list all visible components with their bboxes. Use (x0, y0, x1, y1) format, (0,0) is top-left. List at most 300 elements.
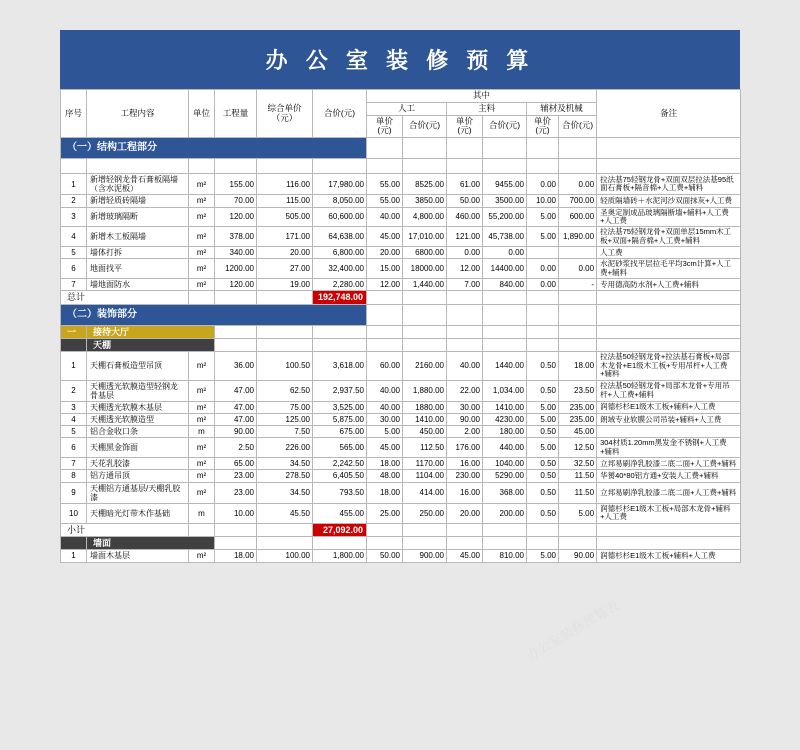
row-total: 1,800.00 (313, 550, 367, 562)
row-labor-total: 250.00 (403, 504, 447, 524)
row-aux-total: 11.50 (559, 482, 597, 503)
row-material-unitprice: 30.00 (447, 401, 483, 413)
th-material-unitprice: 单价(元) (447, 115, 483, 138)
blank-cell (189, 159, 215, 174)
total-label: 总计 (61, 291, 189, 304)
row-total: 2,280.00 (313, 279, 367, 291)
row-qty: 10.00 (215, 504, 257, 524)
row-unitprice: 100.50 (257, 352, 313, 380)
section-filler (447, 304, 483, 325)
row-labor-unitprice: 48.00 (367, 470, 403, 482)
row-seq: 7 (61, 279, 87, 291)
section-filler (367, 138, 403, 159)
row-remark: 轻质隔墙砖＋水泥河沙双面抹灰+人工费 (597, 195, 741, 207)
category-filler (215, 339, 257, 352)
row-remark: 润德杉杉E1级木工板+局部木龙骨+辅料+人工费 (597, 504, 741, 524)
row-unit: m² (189, 227, 215, 247)
row-labor-unitprice: 12.00 (367, 279, 403, 291)
row-unit: m² (189, 470, 215, 482)
row-unitprice: 19.00 (257, 279, 313, 291)
row-unitprice: 34.50 (257, 458, 313, 470)
row-item: 新增轻质砖隔墙 (87, 195, 189, 207)
subsection-filler (257, 325, 313, 338)
row-material-unitprice: 7.00 (447, 279, 483, 291)
subsection-filler (215, 325, 257, 338)
subsection-filler (313, 325, 367, 338)
row-aux-total: 90.00 (559, 550, 597, 562)
row-material-total: 180.00 (483, 426, 527, 438)
row-remark: 圣奥定制成品玻璃隔断墙+辅料+人工费+人工费 (597, 207, 741, 227)
category-filler (527, 339, 559, 352)
row-remark: 华赟40*80铝方通+安装人工费+辅料 (597, 470, 741, 482)
row-aux-total: 32.50 (559, 458, 597, 470)
total-filler (189, 523, 215, 536)
blank-cell (483, 159, 527, 174)
row-item: 天棚透光软膜木基层 (87, 401, 189, 413)
category-filler (313, 339, 367, 352)
row-aux-unitprice: 5.00 (527, 414, 559, 426)
row-qty: 47.00 (215, 401, 257, 413)
row-aux-unitprice: 0.50 (527, 426, 559, 438)
row-item: 铝方通吊顶 (87, 470, 189, 482)
section-filler (527, 304, 559, 325)
row-qty: 23.00 (215, 482, 257, 503)
row-unit: m² (189, 259, 215, 279)
row-total: 8,050.00 (313, 195, 367, 207)
total-filler (403, 523, 447, 536)
table-row (61, 227, 741, 247)
section-filler (367, 304, 403, 325)
row-unitprice: 226.00 (257, 438, 313, 458)
row-total: 6,800.00 (313, 247, 367, 259)
row-aux-total: 600.00 (559, 207, 597, 227)
row-total: 565.00 (313, 438, 367, 458)
row-aux-total (559, 247, 597, 259)
subsection-header-row (61, 325, 741, 338)
blank-cell (597, 159, 741, 174)
th-aux-unitprice: 单价(元) (527, 115, 559, 138)
total-filler (367, 523, 403, 536)
row-unitprice: 115.00 (257, 195, 313, 207)
table-row (61, 380, 741, 401)
row-material-total: 9455.00 (483, 174, 527, 195)
blank-cell (403, 159, 447, 174)
total-filler (215, 291, 257, 304)
category-filler (367, 537, 403, 550)
row-material-total: 1040.00 (483, 458, 527, 470)
row-item: 天棚石膏板造型吊顶 (87, 352, 189, 380)
row-aux-total: 5.00 (559, 504, 597, 524)
row-qty: 90.00 (215, 426, 257, 438)
row-item: 天棚黑金饰面 (87, 438, 189, 458)
row-item: 地面找平 (87, 259, 189, 279)
th-aux-total: 合价(元) (559, 115, 597, 138)
row-aux-total: 235.00 (559, 401, 597, 413)
table-row (61, 550, 741, 562)
total-filler (215, 523, 257, 536)
total-filler (367, 291, 403, 304)
row-labor-unitprice: 40.00 (367, 401, 403, 413)
row-aux-unitprice: 0.50 (527, 458, 559, 470)
row-labor-unitprice: 18.00 (367, 482, 403, 503)
row-unit: m (189, 504, 215, 524)
row-item: 新增轻钢龙骨石膏板隔墙（含水泥板） (87, 174, 189, 195)
section-filler (559, 304, 597, 325)
category-filler (447, 537, 483, 550)
watermark-text (522, 595, 622, 663)
table-row (61, 195, 741, 207)
row-unit: m² (189, 438, 215, 458)
row-unitprice: 125.00 (257, 414, 313, 426)
row-qty: 120.00 (215, 279, 257, 291)
row-seq: 5 (61, 247, 87, 259)
row-labor-total: 6800.00 (403, 247, 447, 259)
row-aux-total: 700.00 (559, 195, 597, 207)
row-aux-total: 45.00 (559, 426, 597, 438)
subsection-filler (483, 325, 527, 338)
category-title: 墙面 (87, 537, 215, 550)
row-aux-total: 23.50 (559, 380, 597, 401)
total-value: 27,092.00 (313, 523, 367, 536)
section-filler (597, 138, 741, 159)
total-filler (527, 291, 559, 304)
subsection-filler (597, 325, 741, 338)
row-material-unitprice: 176.00 (447, 438, 483, 458)
blank-cell (367, 159, 403, 174)
row-seq: 2 (61, 380, 87, 401)
row-aux-total: - (559, 279, 597, 291)
row-labor-total: 1170.00 (403, 458, 447, 470)
section-title: （二）装饰部分 (61, 304, 367, 325)
category-filler (527, 537, 559, 550)
row-material-total: 368.00 (483, 482, 527, 503)
total-row (61, 523, 741, 536)
section-filler (403, 304, 447, 325)
row-unitprice: 34.50 (257, 482, 313, 503)
row-unitprice: 75.00 (257, 401, 313, 413)
th-aux: 辅材及机械 (527, 102, 597, 115)
row-material-unitprice: 460.00 (447, 207, 483, 227)
budget-sheet (60, 30, 740, 563)
row-unitprice: 278.50 (257, 470, 313, 482)
blank-cell (215, 159, 257, 174)
row-material-unitprice: 230.00 (447, 470, 483, 482)
row-labor-total: 1104.00 (403, 470, 447, 482)
row-unit: m² (189, 352, 215, 380)
row-total: 675.00 (313, 426, 367, 438)
category-seq (61, 339, 87, 352)
total-filler (483, 523, 527, 536)
row-remark: 立邦易刷净乳胶漆二底二面+人工费+辅料 (597, 482, 741, 503)
row-unit: m² (189, 380, 215, 401)
row-labor-total: 1410.00 (403, 414, 447, 426)
row-unitprice: 45.50 (257, 504, 313, 524)
row-qty: 65.00 (215, 458, 257, 470)
row-material-unitprice: 12.00 (447, 259, 483, 279)
row-qty: 18.00 (215, 550, 257, 562)
row-material-total: 840.00 (483, 279, 527, 291)
table-row (61, 482, 741, 503)
total-filler (483, 291, 527, 304)
row-remark: 拉法基50轻钢龙骨+拉法基石膏板+局部木龙骨+E1级木工板+专用吊杆+人工费+辅料 (597, 352, 741, 380)
page-title: 办 公 室 装 修 预 算 (60, 30, 740, 89)
section-filler (447, 138, 483, 159)
category-filler (313, 537, 367, 550)
row-labor-unitprice: 30.00 (367, 414, 403, 426)
th-item: 工程内容 (87, 90, 189, 138)
row-item: 铝合金收口条 (87, 426, 189, 438)
row-qty: 47.00 (215, 414, 257, 426)
table-row (61, 207, 741, 227)
row-remark: 润德杉杉E1级木工板+辅料+人工费 (597, 550, 741, 562)
row-total: 793.50 (313, 482, 367, 503)
row-labor-unitprice: 55.00 (367, 195, 403, 207)
th-remark: 备注 (597, 90, 741, 138)
total-row (61, 291, 741, 304)
row-qty: 23.00 (215, 470, 257, 482)
row-seq: 3 (61, 401, 87, 413)
row-material-unitprice: 16.00 (447, 458, 483, 470)
row-remark: 人工费 (597, 247, 741, 259)
total-filler (559, 523, 597, 536)
row-qty: 378.00 (215, 227, 257, 247)
row-material-total: 3500.00 (483, 195, 527, 207)
row-aux-total: 12.50 (559, 438, 597, 458)
row-aux-unitprice: 0.00 (527, 279, 559, 291)
row-material-unitprice: 20.00 (447, 504, 483, 524)
row-aux-unitprice: 5.00 (527, 550, 559, 562)
row-material-total: 0.00 (483, 247, 527, 259)
row-remark: 专用德高防水剂+人工费+辅料 (597, 279, 741, 291)
row-material-total: 440.00 (483, 438, 527, 458)
row-labor-total: 900.00 (403, 550, 447, 562)
section-header-row (61, 304, 741, 325)
blank-cell (527, 159, 559, 174)
row-unit: m (189, 426, 215, 438)
blank-cell (61, 159, 87, 174)
category-filler (367, 339, 403, 352)
row-remark: 304材质1.20mm黑发金不锈钢+人工费+辅料 (597, 438, 741, 458)
section-filler (403, 138, 447, 159)
row-labor-unitprice: 5.00 (367, 426, 403, 438)
row-unitprice: 7.50 (257, 426, 313, 438)
table-row (61, 174, 741, 195)
row-item: 天棚透光软膜造型轻钢龙骨基层 (87, 380, 189, 401)
table-body (61, 138, 741, 563)
total-filler (447, 523, 483, 536)
row-aux-unitprice: 0.50 (527, 482, 559, 503)
row-material-unitprice: 16.00 (447, 482, 483, 503)
table-row (61, 279, 741, 291)
row-labor-unitprice: 15.00 (367, 259, 403, 279)
row-labor-unitprice: 55.00 (367, 174, 403, 195)
row-total: 17,980.00 (313, 174, 367, 195)
section-filler (527, 138, 559, 159)
subsection-title: 接待大厅 (87, 325, 215, 338)
row-aux-unitprice: 5.00 (527, 401, 559, 413)
row-remark: 拉法基75轻钢龙骨+双面双层拉法基95纸面石膏板+隔音棉+人工费+辅料 (597, 174, 741, 195)
row-unit: m² (189, 207, 215, 227)
th-material: 主料 (447, 102, 527, 115)
row-labor-unitprice: 45.00 (367, 438, 403, 458)
category-filler (597, 537, 741, 550)
total-filler (403, 291, 447, 304)
row-material-unitprice: 61.00 (447, 174, 483, 195)
category-header-row (61, 537, 741, 550)
row-labor-unitprice: 40.00 (367, 207, 403, 227)
section-header-row (61, 138, 741, 159)
table-row (61, 470, 741, 482)
table-row (61, 247, 741, 259)
category-filler (215, 537, 257, 550)
row-aux-unitprice: 0.50 (527, 380, 559, 401)
row-total: 2,937.50 (313, 380, 367, 401)
blank-cell (87, 159, 189, 174)
row-item: 天棚铝方通基层/天棚乳胶漆 (87, 482, 189, 503)
table-row (61, 401, 741, 413)
row-qty: 155.00 (215, 174, 257, 195)
row-labor-total: 450.00 (403, 426, 447, 438)
blank-cell (559, 159, 597, 174)
row-aux-total: 235.00 (559, 414, 597, 426)
table-row (61, 458, 741, 470)
row-unit: m² (189, 550, 215, 562)
row-item: 墙体打拆 (87, 247, 189, 259)
row-labor-unitprice: 60.00 (367, 352, 403, 380)
row-qty: 2.50 (215, 438, 257, 458)
section-filler (597, 304, 741, 325)
row-material-unitprice: 121.00 (447, 227, 483, 247)
row-seq: 5 (61, 426, 87, 438)
row-labor-total: 1880.00 (403, 401, 447, 413)
row-material-unitprice: 2.00 (447, 426, 483, 438)
row-aux-unitprice: 10.00 (527, 195, 559, 207)
blank-cell (257, 159, 313, 174)
row-unitprice: 100.00 (257, 550, 313, 562)
row-seq: 4 (61, 414, 87, 426)
total-filler (597, 291, 741, 304)
row-unit: m² (189, 247, 215, 259)
category-filler (483, 537, 527, 550)
row-unitprice: 116.00 (257, 174, 313, 195)
row-total: 5,875.00 (313, 414, 367, 426)
total-filler (257, 291, 313, 304)
row-remark (597, 426, 741, 438)
total-filler (189, 291, 215, 304)
th-unit: 单位 (189, 90, 215, 138)
row-aux-total: 11.50 (559, 470, 597, 482)
table-row (61, 414, 741, 426)
row-item: 天棚透光软膜造型 (87, 414, 189, 426)
total-label: 小计 (61, 523, 189, 536)
table-row (61, 352, 741, 380)
th-total: 合价(元) (313, 90, 367, 138)
row-item: 新增木工板隔墙 (87, 227, 189, 247)
subsection-seq: 一 (61, 325, 87, 338)
row-item: 天棚暗光灯带木作基础 (87, 504, 189, 524)
section-title: （一）结构工程部分 (61, 138, 367, 159)
row-total: 3,618.00 (313, 352, 367, 380)
row-qty: 340.00 (215, 247, 257, 259)
row-material-unitprice: 45.00 (447, 550, 483, 562)
row-qty: 47.00 (215, 380, 257, 401)
subsection-filler (367, 325, 403, 338)
row-aux-unitprice: 0.50 (527, 352, 559, 380)
row-unitprice: 27.00 (257, 259, 313, 279)
row-labor-unitprice: 25.00 (367, 504, 403, 524)
row-material-unitprice: 0.00 (447, 247, 483, 259)
row-aux-unitprice: 0.50 (527, 470, 559, 482)
row-seq: 9 (61, 482, 87, 503)
row-labor-total: 4,800.00 (403, 207, 447, 227)
row-aux-unitprice: 5.00 (527, 207, 559, 227)
row-unit: m² (189, 401, 215, 413)
row-unitprice: 20.00 (257, 247, 313, 259)
th-labor-total: 合价(元) (403, 115, 447, 138)
row-aux-unitprice: 5.00 (527, 438, 559, 458)
row-material-total: 1,034.00 (483, 380, 527, 401)
row-labor-unitprice: 18.00 (367, 458, 403, 470)
row-labor-total: 18000.00 (403, 259, 447, 279)
category-filler (597, 339, 741, 352)
row-seq: 8 (61, 470, 87, 482)
section-filler (559, 138, 597, 159)
row-qty: 70.00 (215, 195, 257, 207)
total-filler (447, 291, 483, 304)
row-unit: m² (189, 174, 215, 195)
row-labor-total: 112.50 (403, 438, 447, 458)
row-aux-total: 0.00 (559, 174, 597, 195)
row-seq: 6 (61, 438, 87, 458)
row-material-total: 810.00 (483, 550, 527, 562)
category-filler (447, 339, 483, 352)
row-aux-total: 0.00 (559, 259, 597, 279)
section-filler (483, 304, 527, 325)
row-material-total: 200.00 (483, 504, 527, 524)
table-header (61, 90, 741, 138)
th-labor: 人工 (367, 102, 447, 115)
table-row (61, 259, 741, 279)
row-seq: 4 (61, 227, 87, 247)
row-unit: m² (189, 195, 215, 207)
th-labor-unitprice: 单价(元) (367, 115, 403, 138)
row-aux-unitprice: 0.50 (527, 504, 559, 524)
row-labor-unitprice: 45.00 (367, 227, 403, 247)
row-material-total: 5290.00 (483, 470, 527, 482)
row-material-unitprice: 40.00 (447, 352, 483, 380)
row-aux-total: 1,890.00 (559, 227, 597, 247)
row-total: 3,525.00 (313, 401, 367, 413)
total-filler (257, 523, 313, 536)
row-seq: 3 (61, 207, 87, 227)
category-filler (257, 339, 313, 352)
row-unitprice: 62.50 (257, 380, 313, 401)
category-filler (403, 537, 447, 550)
row-material-total: 55,200.00 (483, 207, 527, 227)
subsection-filler (403, 325, 447, 338)
row-aux-unitprice (527, 247, 559, 259)
category-seq (61, 537, 87, 550)
total-value: 192,748.00 (313, 291, 367, 304)
row-remark: 润德杉杉E1级木工板+辅料+人工费 (597, 401, 741, 413)
th-material-total: 合价(元) (483, 115, 527, 138)
row-material-unitprice: 90.00 (447, 414, 483, 426)
row-labor-unitprice: 20.00 (367, 247, 403, 259)
row-labor-unitprice: 50.00 (367, 550, 403, 562)
section-filler (483, 138, 527, 159)
row-labor-total: 2160.00 (403, 352, 447, 380)
table-row (61, 426, 741, 438)
